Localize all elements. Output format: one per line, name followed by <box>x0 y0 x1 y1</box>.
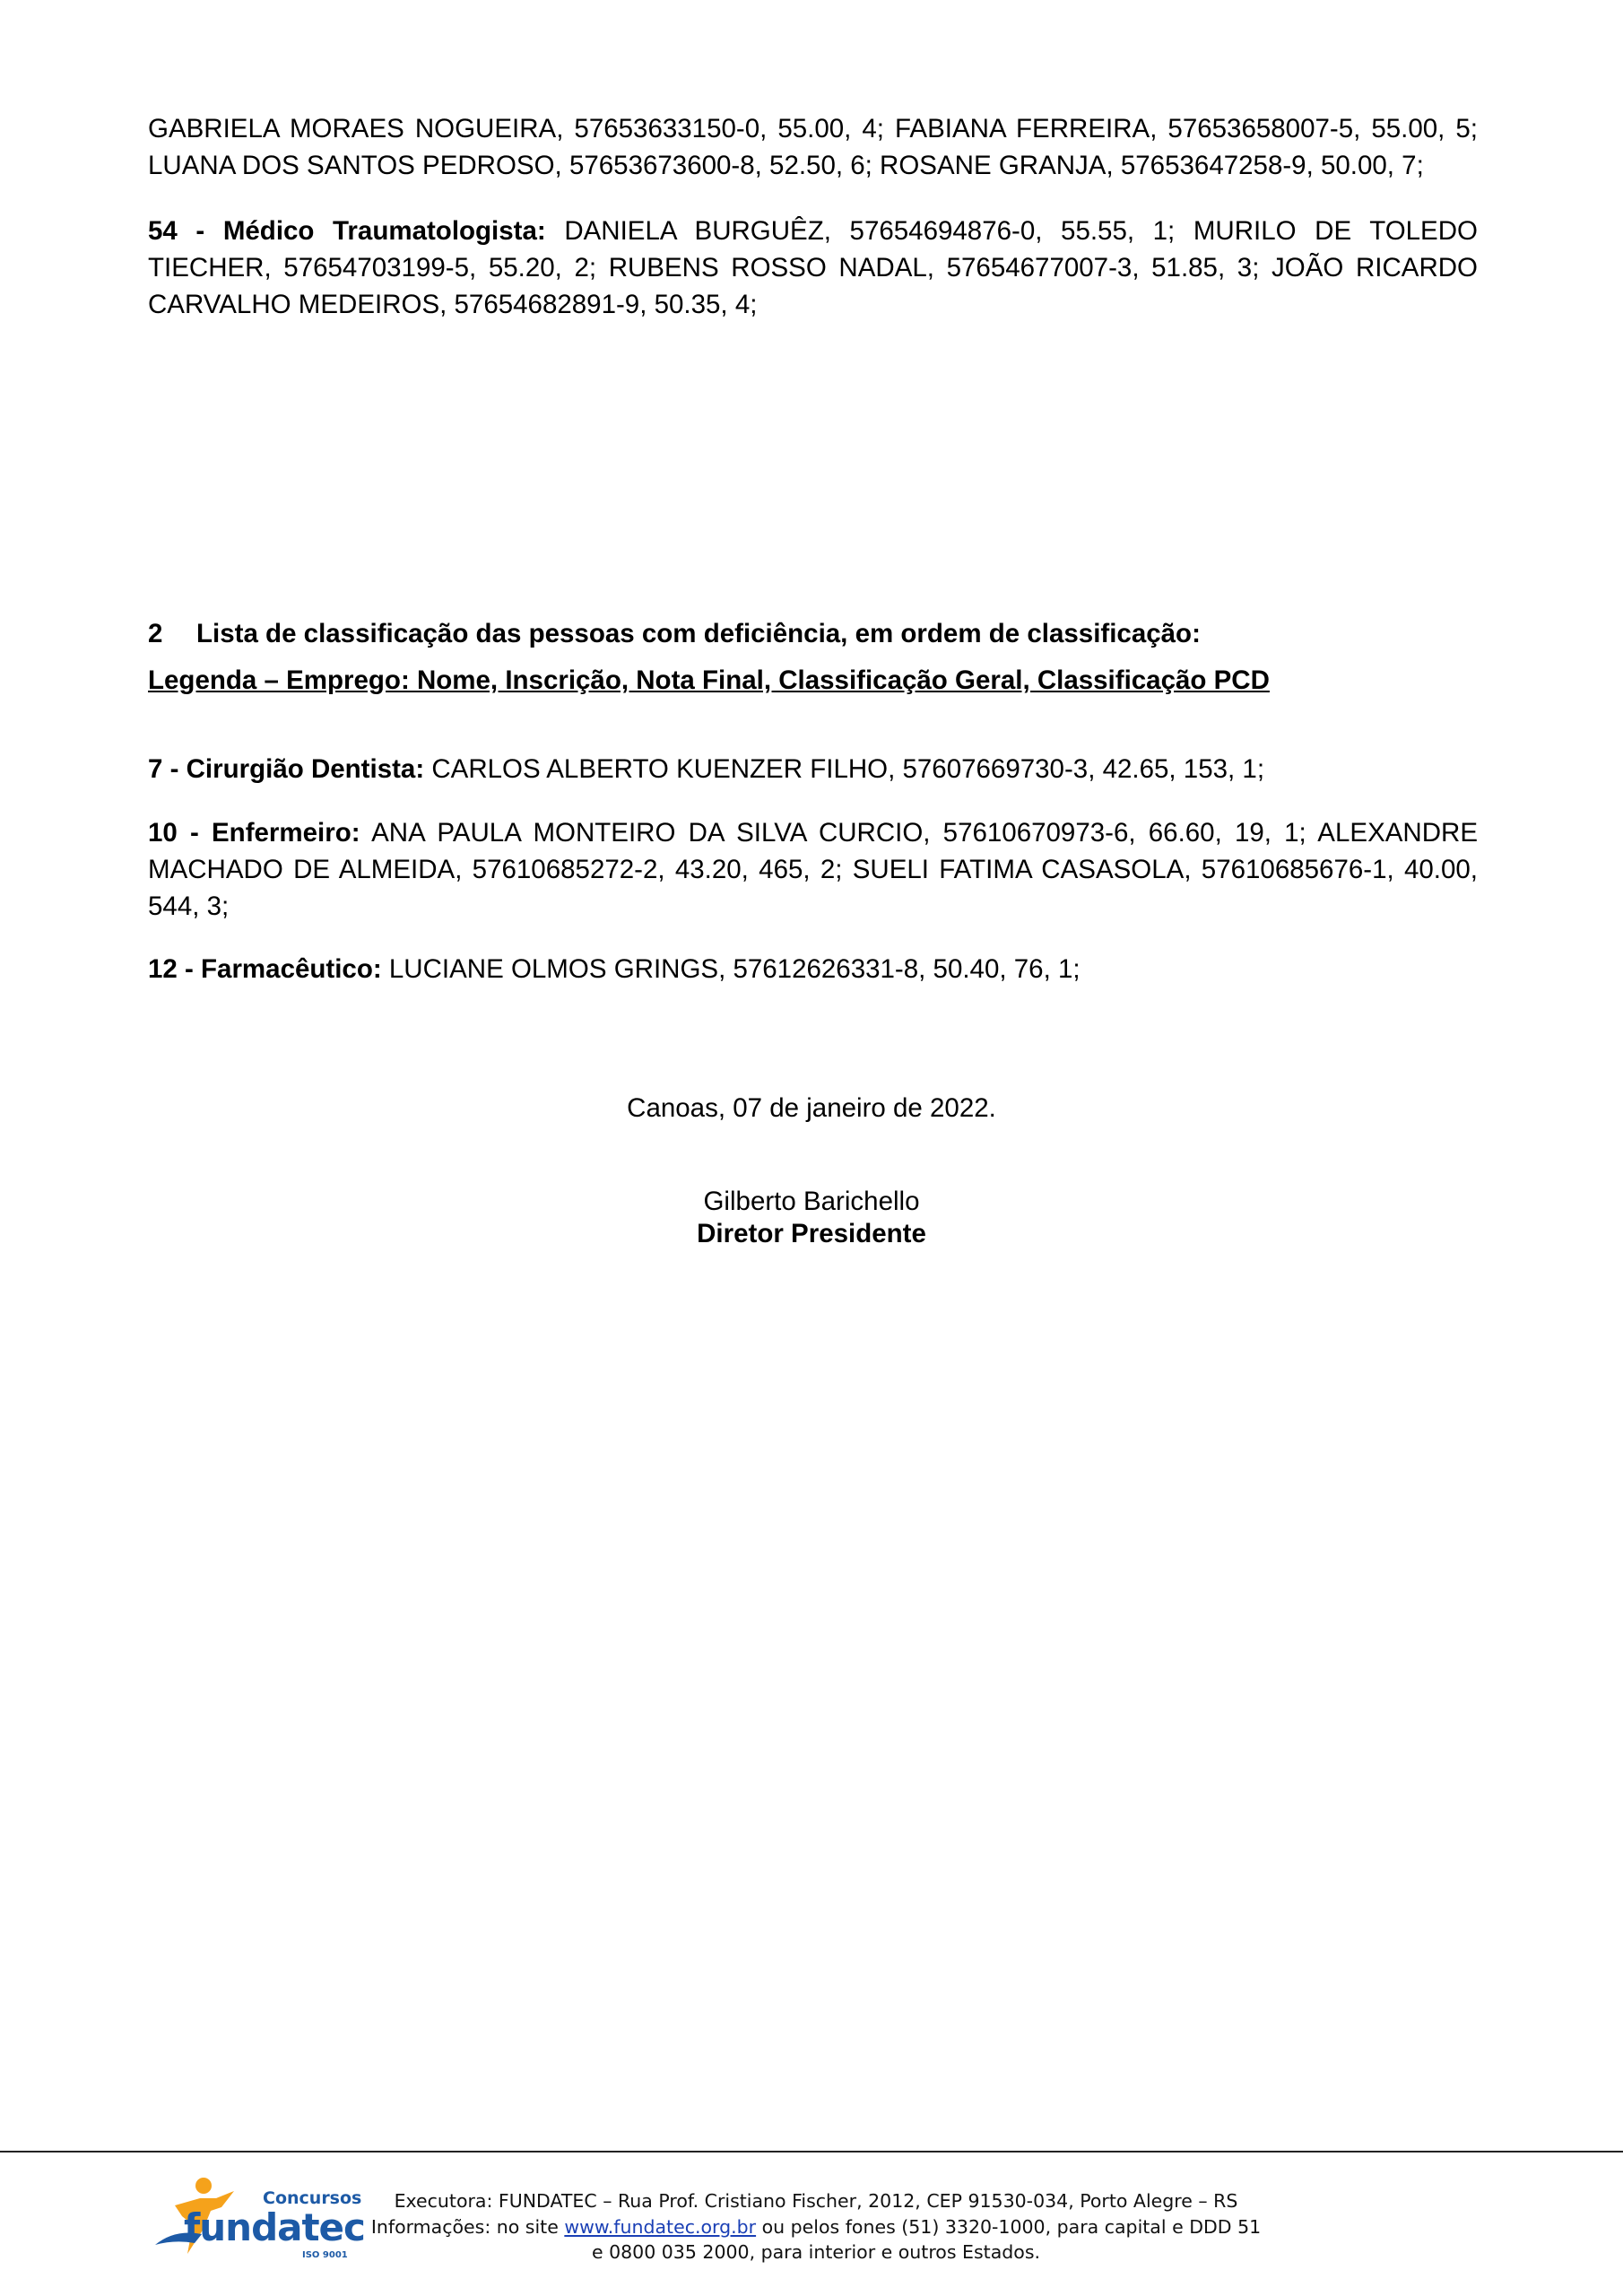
section-title: Lista de classificação das pessoas com deficiência, em ordem de classificação: <box>196 619 1201 648</box>
footer-line-2 <box>359 2214 1273 2240</box>
entry-text: CARLOS ALBERTO KUENZER FILHO, 57607669730-3, 42.65, 153, 1; <box>424 754 1265 784</box>
footer-line-3: e 0800 035 2000, para interior e outros Estados. <box>591 2241 1041 2263</box>
place-date: Canoas, 07 de janeiro de 2022. <box>627 1093 996 1123</box>
footer-contact <box>359 2188 1273 2266</box>
logo-iso: ISO 9001 <box>302 2250 348 2260</box>
footer-line-2-prefix: Informações: no site <box>370 2215 565 2238</box>
entry-label: 7 - Cirurgião Dentista: <box>148 754 425 784</box>
section-2-legend: Legenda – Emprego: Nome, Inscrição, Nota Final, Classificação Geral, Classificação PCD <box>148 665 1270 695</box>
signer-title: Diretor Presidente <box>697 1219 926 1248</box>
footer-line-2-suffix: ou pelos fones (51) 3320-1000, para capital e DDD 51 <box>756 2215 1262 2238</box>
entry-text: ANA PAULA MONTEIRO DA SILVA CURCIO, 57610670973-6, 66.60, 19, 1; ALEXANDRE MACHADO DE ALMEIDA, 57610685272-2, 43.20, 465, 2; SUELI FATIMA CASASOLA, 57610685676-1, 40.00, 544, 3; <box>148 818 1479 921</box>
continuation-text: GABRIELA MORAES NOGUEIRA, 57653633150-0, 55.00, 4; FABIANA FERREIRA, 57653658007-5, 55.00, 5; LUANA DOS SANTOS PEDROSO, 57653673600-8, 52.50, 6; ROSANE GRANJA, 57653647258-9, 50.00, 7; <box>148 114 1478 180</box>
section-2-heading <box>148 615 1478 652</box>
entry-label: 54 - Médico Traumatologista: <box>148 216 546 246</box>
entry-cirurgiao-dentista <box>148 751 1478 787</box>
fundatec-site-link[interactable]: www.fundatec.org.br <box>564 2215 757 2238</box>
entry-label: 12 - Farmacêutico: <box>148 954 382 984</box>
footer-divider <box>0 2151 1623 2152</box>
entry-farmaceutico <box>148 951 1478 987</box>
entry-enfermeiro <box>148 814 1478 925</box>
entry-text: DANIELA BURGUÊZ, 57654694876-0, 55.55, 1; MURILO DE TOLEDO TIECHER, 57654703199-5, 55.20, 2; RUBENS ROSSO NADAL, 57654677007-3, 51.85, 3; JOÃO RICARDO CARVALHO MEDEIROS, 57654682891-9, 50.35, 4; <box>148 216 1478 319</box>
continuation-paragraph <box>148 110 1478 184</box>
logo-brand: fundatec <box>184 2205 365 2249</box>
entry-text: LUCIANE OLMOS GRINGS, 57612626331-8, 50.40, 76, 1; <box>381 954 1081 984</box>
logo-concursos: Concursos <box>263 2188 362 2208</box>
entry-label: 10 - Enfermeiro: <box>148 818 360 848</box>
footer-line-1: Executora: FUNDATEC – Rua Prof. Cristiano Fischer, 2012, CEP 91530-034, Porto Alegre – RS <box>394 2190 1238 2212</box>
section-number: 2 <box>148 619 163 648</box>
fundatec-logo <box>148 2166 365 2265</box>
signer-name: Gilberto Barichello <box>703 1187 920 1216</box>
entry-medico-traumatologista <box>148 213 1478 323</box>
